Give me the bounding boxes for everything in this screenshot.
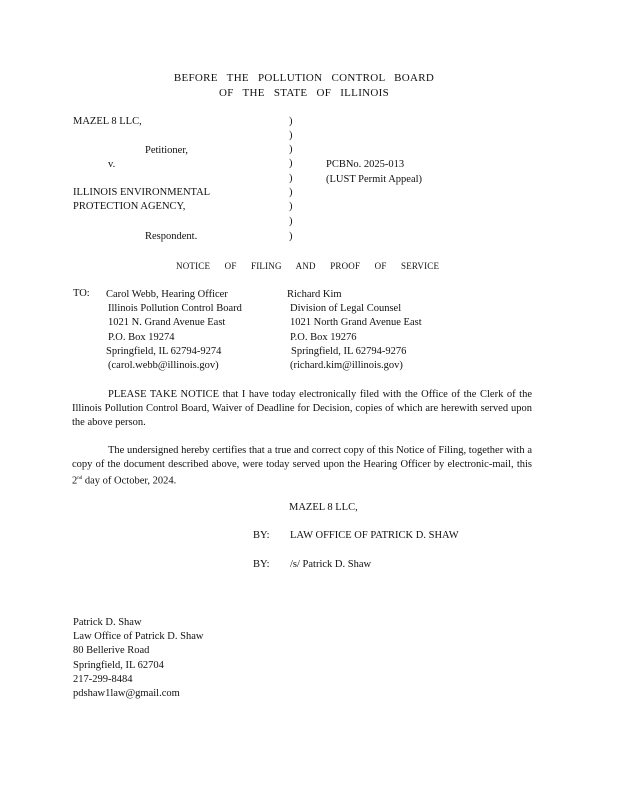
- recipient-block-1: [106, 288, 242, 373]
- heading-line-2: OF THE STATE OF ILLINOIS: [218, 87, 390, 99]
- caption-paren: ): [289, 187, 293, 198]
- recipient-email: (carol.webb@illinois.gov): [108, 360, 219, 372]
- certificate-text: The undersigned hereby certifies that a true and correct copy of this Notice of Filing, together with a copy of the document described above, were today served upon the Hearing Officer by electronic-mail, this 2: [72, 445, 532, 487]
- footer-address-line: Patrick D. Shaw: [73, 617, 142, 628]
- footer-email: pdshaw1law@gmail.com: [73, 688, 180, 700]
- footer-address-line: 217-299-8484: [73, 673, 133, 685]
- caption-paren: ): [289, 231, 293, 242]
- recipient-line: P.O. Box 19276: [290, 331, 357, 343]
- footer-address-line: 80 Bellerive Road: [73, 645, 150, 657]
- caption-paren: ): [289, 144, 293, 155]
- caption-paren: ): [289, 116, 293, 127]
- signature-party: MAZEL 8 LLC,: [289, 502, 358, 513]
- petitioner-name: MAZEL 8 LLC,: [73, 116, 142, 127]
- footer-address: [73, 616, 203, 701]
- recipient-line: Richard Kim: [287, 289, 342, 300]
- recipient-line: Division of Legal Counsel: [290, 303, 402, 315]
- respondent-name-line-1: ILLINOIS ENVIRONMENTAL: [73, 187, 211, 198]
- caption-paren: ): [289, 130, 293, 141]
- footer-address-line: Springfield, IL 62704: [73, 659, 164, 671]
- caption-paren: ): [289, 216, 293, 227]
- recipient-line: Springfield, IL 62794-9276: [291, 345, 407, 357]
- by-label: BY:: [253, 559, 270, 570]
- recipient-line: Carol Webb, Hearing Officer: [106, 289, 228, 300]
- to-label: TO:: [73, 288, 90, 299]
- signature-signed: /s/ Patrick D. Shaw: [290, 559, 372, 570]
- recipient-line: Illinois Pollution Control Board: [108, 303, 242, 315]
- recipient-line: P.O. Box 19274: [108, 331, 175, 343]
- recipient-line: 1021 North Grand Avenue East: [290, 317, 422, 329]
- respondent-role: Respondent.: [145, 231, 198, 242]
- case-number: PCBNo. 2025-013: [326, 159, 405, 170]
- recipient-line: Springfield, IL 62794-9274: [106, 345, 222, 357]
- recipient-block-2: [287, 288, 422, 373]
- notice-title: NOTICE OF FILING AND PROOF OF SERVICE: [176, 261, 440, 271]
- caption-paren: ): [289, 173, 293, 184]
- petitioner-role: Petitioner,: [145, 145, 189, 156]
- heading-line-1: BEFORE THE POLLUTION CONTROL BOARD: [173, 72, 435, 84]
- date-ordinal: nd: [77, 476, 83, 481]
- case-type: (LUST Permit Appeal): [326, 174, 423, 185]
- recipient-line: 1021 N. Grand Avenue East: [108, 317, 226, 329]
- recipient-email: (richard.kim@illinois.gov): [290, 360, 403, 372]
- by-label: BY:: [253, 530, 270, 541]
- notice-paragraph: PLEASE TAKE NOTICE that I have today electronically filed with the Office of the Clerk of the Illinois Pollution Control Board, Waiver of Deadline for Decision, copies of which are herewith served upon the above person.: [72, 389, 532, 428]
- caption-paren: ): [289, 158, 293, 169]
- footer-address-line: Law Office of Patrick D. Shaw: [73, 631, 204, 643]
- certificate-paragraph: [72, 444, 532, 489]
- respondent-name-line-2: PROTECTION AGENCY,: [73, 201, 186, 212]
- caption-paren: ): [289, 201, 293, 212]
- signature-firm: LAW OFFICE OF PATRICK D. SHAW: [290, 530, 459, 541]
- versus-label: v.: [108, 159, 116, 170]
- certificate-date: day of October, 2024.: [82, 475, 177, 487]
